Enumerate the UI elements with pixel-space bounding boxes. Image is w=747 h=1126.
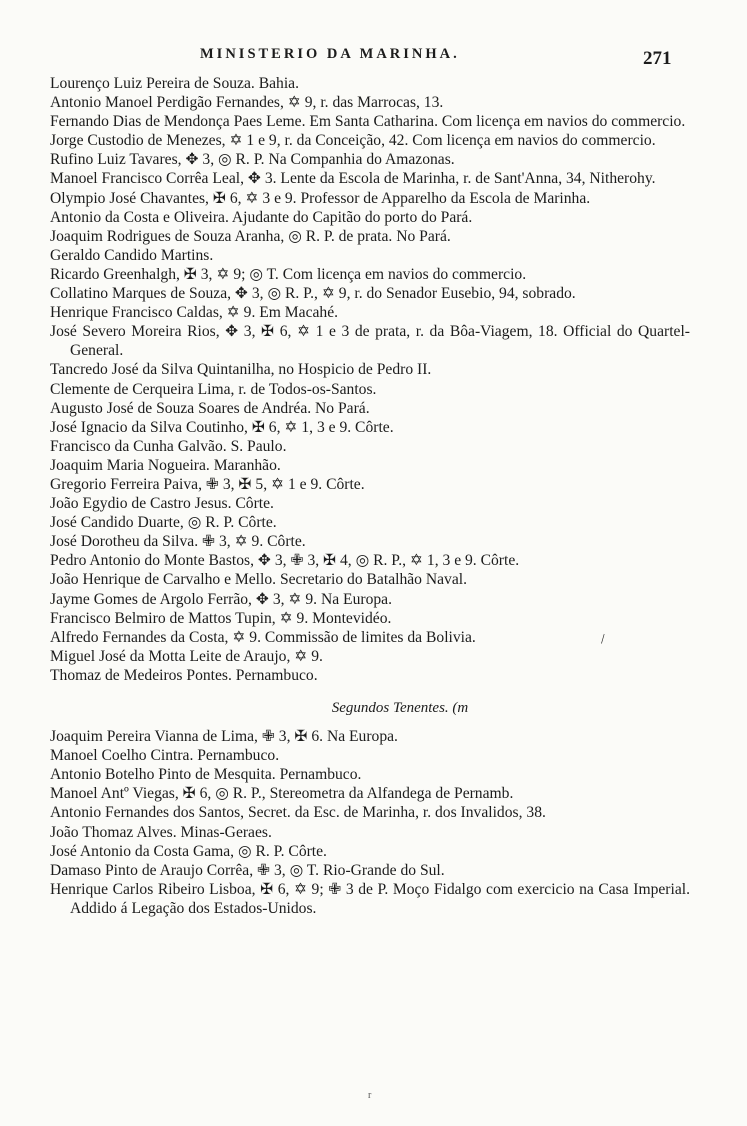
list-entry: Antonio Botelho Pinto de Mesquita. Pernambuco. <box>50 766 362 784</box>
section-heading: Segundos Tenentes. (m <box>331 700 469 716</box>
list-entry: João Thomaz Alves. Minas-Geraes. <box>50 823 272 841</box>
list-entry: Tancredo José da Silva Quintanilha, no Hospicio de Pedro II. <box>50 361 432 379</box>
list-entry: José Ignacio da Silva Coutinho, ✠ 6, ✡ 1, 3 e 9. Côrte. <box>50 418 394 436</box>
running-title: MINISTERIO DA MARINHA. <box>200 46 460 62</box>
list-entry: Rufino Luiz Tavares, ✥ 3, ◎ R. P. Na Companhia do Amazonas. <box>50 151 455 169</box>
list-entry: Fernando Dias de Mendonça Paes Leme. Em Santa Catharina. Com licença em navios do commercio. <box>50 113 686 131</box>
list-entry: José Dorotheu da Silva. ✙ 3, ✡ 9. Côrte. <box>50 533 306 551</box>
list-entry: Jorge Custodio de Menezes, ✡ 1 e 9, r. da Conceição, 42. Com licença em navios do commercio. <box>50 132 656 150</box>
page-number: 271 <box>643 48 672 69</box>
officer-list <box>50 74 690 918</box>
list-entry: Collatino Marques de Souza, ✥ 3, ◎ R. P., ✡ 9, r. do Senador Eusebio, 94, sobrado. <box>50 285 576 303</box>
list-entry: Augusto José de Souza Soares de Andréa. No Pará. <box>50 399 370 417</box>
list-entry: Manoel Francisco Corrêa Leal, ✥ 3. Lente da Escola de Marinha, r. de Sant'Anna, 34, Nitherohy. <box>50 170 656 188</box>
list-entry: Miguel José da Motta Leite de Araujo, ✡ 9. <box>50 647 323 665</box>
list-entry: José Severo Moreira Rios, ✥ 3, ✠ 6, ✡ 1 e 3 de prata, r. da Bôa-Viagem, 18. Official do Quartel-General. <box>50 323 690 360</box>
list-entry: Henrique Carlos Ribeiro Lisboa, ✠ 6, ✡ 9; ✙ 3 de P. Moço Fidalgo com exercicio na Casa Imperial. Addido á Legação dos Estados-Unidos. <box>50 880 690 917</box>
list-entry: Manoel Antº Viegas, ✠ 6, ◎ R. P., Stereometra da Alfandega de Pernamb. <box>50 785 514 803</box>
list-entry: Joaquim Rodrigues de Souza Aranha, ◎ R. P. de prata. No Pará. <box>50 227 451 245</box>
list-entry: Jayme Gomes de Argolo Ferrão, ✥ 3, ✡ 9. Na Europa. <box>50 590 392 608</box>
list-entry: José Candido Duarte, ◎ R. P. Côrte. <box>50 514 277 532</box>
list-entry: Damaso Pinto de Araujo Corrêa, ✙ 3, ◎ T. Rio-Grande do Sul. <box>50 861 445 879</box>
list-entry: Geraldo Candido Martins. <box>50 246 214 264</box>
ink-mark: \ <box>596 632 609 647</box>
list-entry: Clemente de Cerqueira Lima, r. de Todos-os-Santos. <box>50 380 377 398</box>
list-entry: Gregorio Ferreira Paiva, ✙ 3, ✠ 5, ✡ 1 e 9. Côrte. <box>50 475 365 493</box>
list-entry: Lourenço Luiz Pereira de Souza. Bahia. <box>50 75 299 92</box>
list-entry: Joaquim Maria Nogueira. Maranhão. <box>50 456 281 474</box>
list-entry: João Egydio de Castro Jesus. Côrte. <box>50 495 274 513</box>
list-entry: Antonio Manoel Perdigão Fernandes, ✡ 9, r. das Marrocas, 13. <box>50 94 444 112</box>
list-entry: João Henrique de Carvalho e Mello. Secretario do Batalhão Naval. <box>50 571 467 589</box>
list-entry: Thomaz de Medeiros Pontes. Pernambuco. <box>50 666 318 684</box>
list-entry: Henrique Francisco Caldas, ✡ 9. Em Macahé. <box>50 304 339 322</box>
list-entry: Manoel Coelho Cintra. Pernambuco. <box>50 747 280 765</box>
list-entry: Francisco da Cunha Galvão. S. Paulo. <box>50 437 287 455</box>
list-entry: Joaquim Pereira Vianna de Lima, ✙ 3, ✠ 6. Na Europa. <box>50 728 398 746</box>
list-entry: Ricardo Greenhalgh, ✠ 3, ✡ 9; ◎ T. Com licença em navios do commercio. <box>50 265 527 283</box>
list-entry: José Antonio da Costa Gama, ◎ R. P. Côrte. <box>50 842 327 860</box>
list-entry: Antonio Fernandes dos Santos, Secret. da Esc. de Marinha, r. dos Invalidos, 38. <box>50 804 546 822</box>
page-header <box>0 46 747 70</box>
list-entry: Olympio José Chavantes, ✠ 6, ✡ 3 e 9. Professor de Apparelho da Escola de Marinha. <box>50 189 591 207</box>
list-entry: Francisco Belmiro de Mattos Tupin, ✡ 9. Montevidéo. <box>50 609 392 627</box>
list-entry: Pedro Antonio do Monte Bastos, ✥ 3, ✙ 3, ✠ 4, ◎ R. P., ✡ 1, 3 e 9. Côrte. <box>50 552 520 570</box>
bottom-mark: r <box>368 1090 372 1101</box>
list-entry: Antonio da Costa e Oliveira. Ajudante do Capitão do porto do Pará. <box>50 208 473 226</box>
list-entry: Alfredo Fernandes da Costa, ✡ 9. Commissão de limites da Bolivia. <box>50 628 476 646</box>
